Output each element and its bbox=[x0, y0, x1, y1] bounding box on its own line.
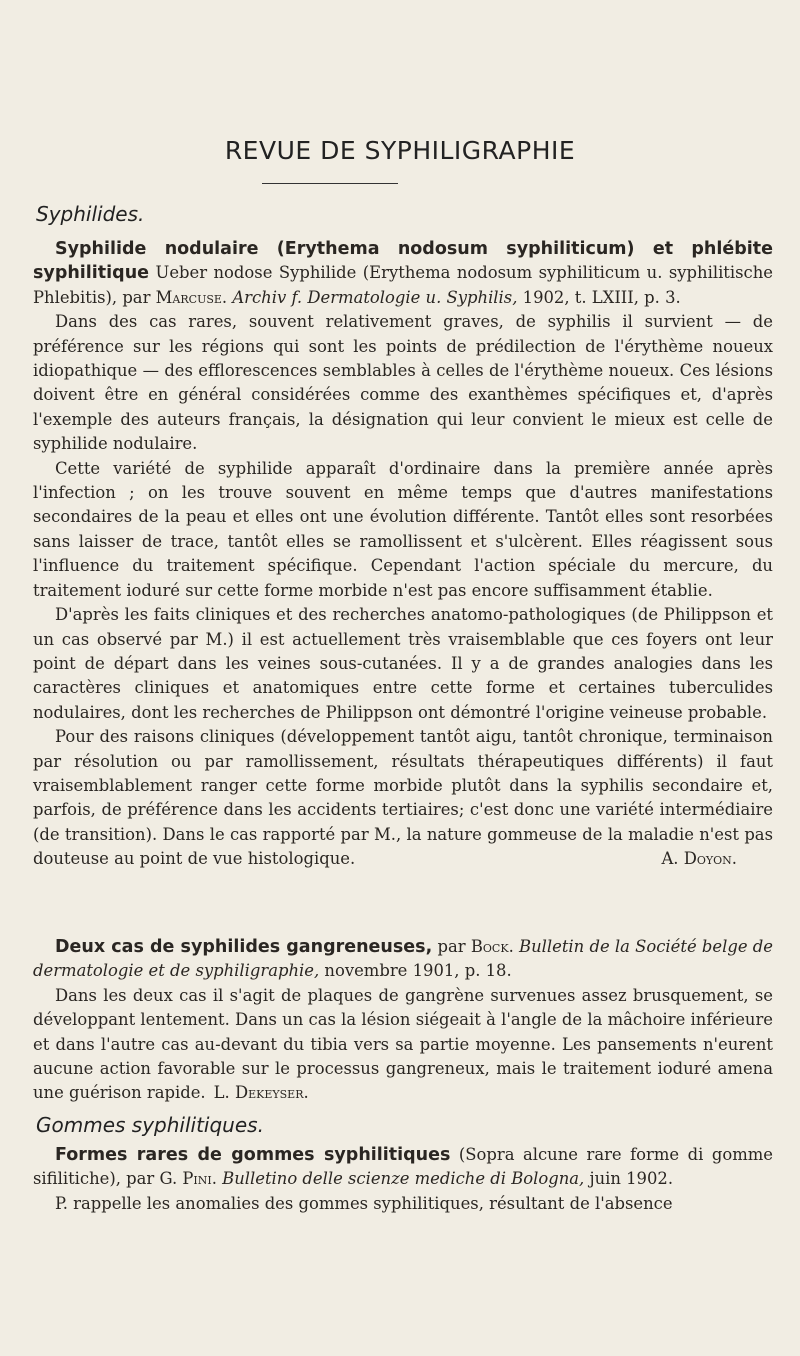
article-date: novembre 1901, p. 18. bbox=[324, 961, 512, 981]
article-year: 1902, t. LXIII, p. 3. bbox=[522, 287, 681, 307]
article-syphilide-nodulaire bbox=[33, 237, 773, 872]
article-formes-rares bbox=[33, 1143, 773, 1216]
section-title-gommes: Gommes syphilitiques. bbox=[36, 1113, 264, 1137]
article-author: Marcuse bbox=[155, 287, 222, 307]
paragraph: D'après les faits cliniques et des recherches anatomo-pathologiques (de Philippson et un cas observé par M.) il est actuellement très vraisemblable que ces foyers ont leur point de départ dans les veines sous-cutanées. Il y a de grandes analogies dans les caractères cliniques et anatomiques entre cette forme et certaines tuberculides nodulaires, dont les recherches de Philippson ont démontré l'origine veineuse probable. bbox=[33, 605, 773, 722]
paragraph: Dans des cas rares, souvent relativement graves, de syphilis il survient — de préférence sur les régions qui sont les points de prédilection de l'érythème noueux idiopathique — des efflorescences semblables à celles de l'érythème noueux. Ces lésions doivent être en général considérées comme des exanthèmes spécifiques et, d'après l'exemple des auteurs français, la désignation qui leur convient le mieux est celle de syphilide nodulaire. bbox=[33, 312, 773, 454]
article-original-title: Ueber nodose Syphilide (Erythema nodosum syphiliticum u. syphilitische Phlebitis), par bbox=[33, 263, 773, 307]
paragraph bbox=[33, 725, 773, 871]
article-syphilides-gangreneuses bbox=[33, 935, 773, 1106]
section-title-syphilides: Syphilides. bbox=[36, 202, 145, 226]
article-journal: Archiv f. Dermatologie u. Syphilis, bbox=[232, 287, 518, 307]
title-rule bbox=[262, 183, 398, 184]
article-author: Bock bbox=[470, 937, 509, 956]
article-par: par bbox=[437, 937, 466, 956]
article-journal: Bulletino delle scienze mediche di Bologna, bbox=[222, 1169, 585, 1189]
article-author: G. Pini bbox=[159, 1169, 212, 1189]
paragraph bbox=[33, 984, 773, 1106]
article-heading: Syphilide nodulaire (Erythema nodosum syphiliticum) et phlébite syphilitique Ueber nodose Syphilide (Erythema nodosum syphiliticum u. syphilitische Phlebitis), par Marcuse. Archiv f. Dermatologie u. Syphilis, 1902, t. LXIII, p. 3. bbox=[33, 239, 773, 307]
running-title: REVUE DE SYPHILIGRAPHIE bbox=[224, 136, 576, 165]
article-original-title: (Sopra alcune rare forme di gomme sifilitiche), par bbox=[33, 1145, 773, 1189]
article-title: Deux cas de syphilides gangreneuses, bbox=[55, 937, 433, 957]
article-journal: Bulletin de la Société belge de dermatologie et de syphiligraphie, bbox=[33, 937, 773, 981]
signature: A. Doyon. bbox=[661, 849, 737, 869]
paragraph: Cette variété de syphilide apparaît d'ordinaire dans la première année après l'infection ; on les trouve souvent en même temps que d'autres manifestations secondaires de la peau et elles ont une évolution différente. Tantôt elles sont resorbées sans laisser de trace, tantôt elles se ramollissent et s'ulcèrent. Elles réagissent sous l'influence du traitement spécifique. Cependant l'action spéciale du mercure, du traitement ioduré sur cette forme morbide n'est pas encore suffisamment établie. bbox=[33, 458, 773, 600]
paragraph: P. rappelle les anomalies des gommes syphilitiques, résultant de l'absence bbox=[55, 1193, 673, 1213]
article-heading: Deux cas de syphilides gangreneuses, par Bock. Bulletin de la Société belge de dermatologie et de syphiligraphie, novembre 1901, p. 18. bbox=[33, 937, 773, 981]
signature: L. Dekeyser. bbox=[213, 1083, 309, 1103]
article-title: Syphilide nodulaire (Erythema nodosum syphiliticum) et phlébite syphilitique bbox=[33, 239, 773, 284]
paragraph-text: Dans les deux cas il s'agit de plaques de gangrène survenues assez brusquement, se développant lentement. Dans un cas la lésion siégeait à l'angle de la mâchoire inférieure et dans l'autre cas au-devant du tibia vers sa partie moyenne. Les pansements n'eurent aucune action favorable sur le processus gangreneux, mais le traitement ioduré amena une guérison rapide. bbox=[33, 985, 773, 1103]
paragraph-text: Pour des raisons cliniques (développement tantôt aigu, tantôt chronique, terminaison par résolution ou par ramollissement, résultats thérapeutiques différents) il faut vraisemblablement ranger cette forme morbide plutôt dans la syphilis secondaire et, parfois, de préférence dans les accidents tertiaires; c'est donc une variété intermédiaire (de transition). Dans le cas rapporté par M., la nature gommeuse de la maladie n'est pas douteuse au point de vue histologique. bbox=[33, 727, 773, 869]
article-date: juin 1902. bbox=[589, 1169, 674, 1189]
article-heading: Formes rares de gommes syphilitiques (Sopra alcune rare forme di gomme sifilitiche), par G. Pini. Bulletino delle scienze mediche di Bologna, juin 1902. bbox=[33, 1145, 773, 1189]
article-title: Formes rares de gommes syphilitiques bbox=[55, 1145, 451, 1165]
